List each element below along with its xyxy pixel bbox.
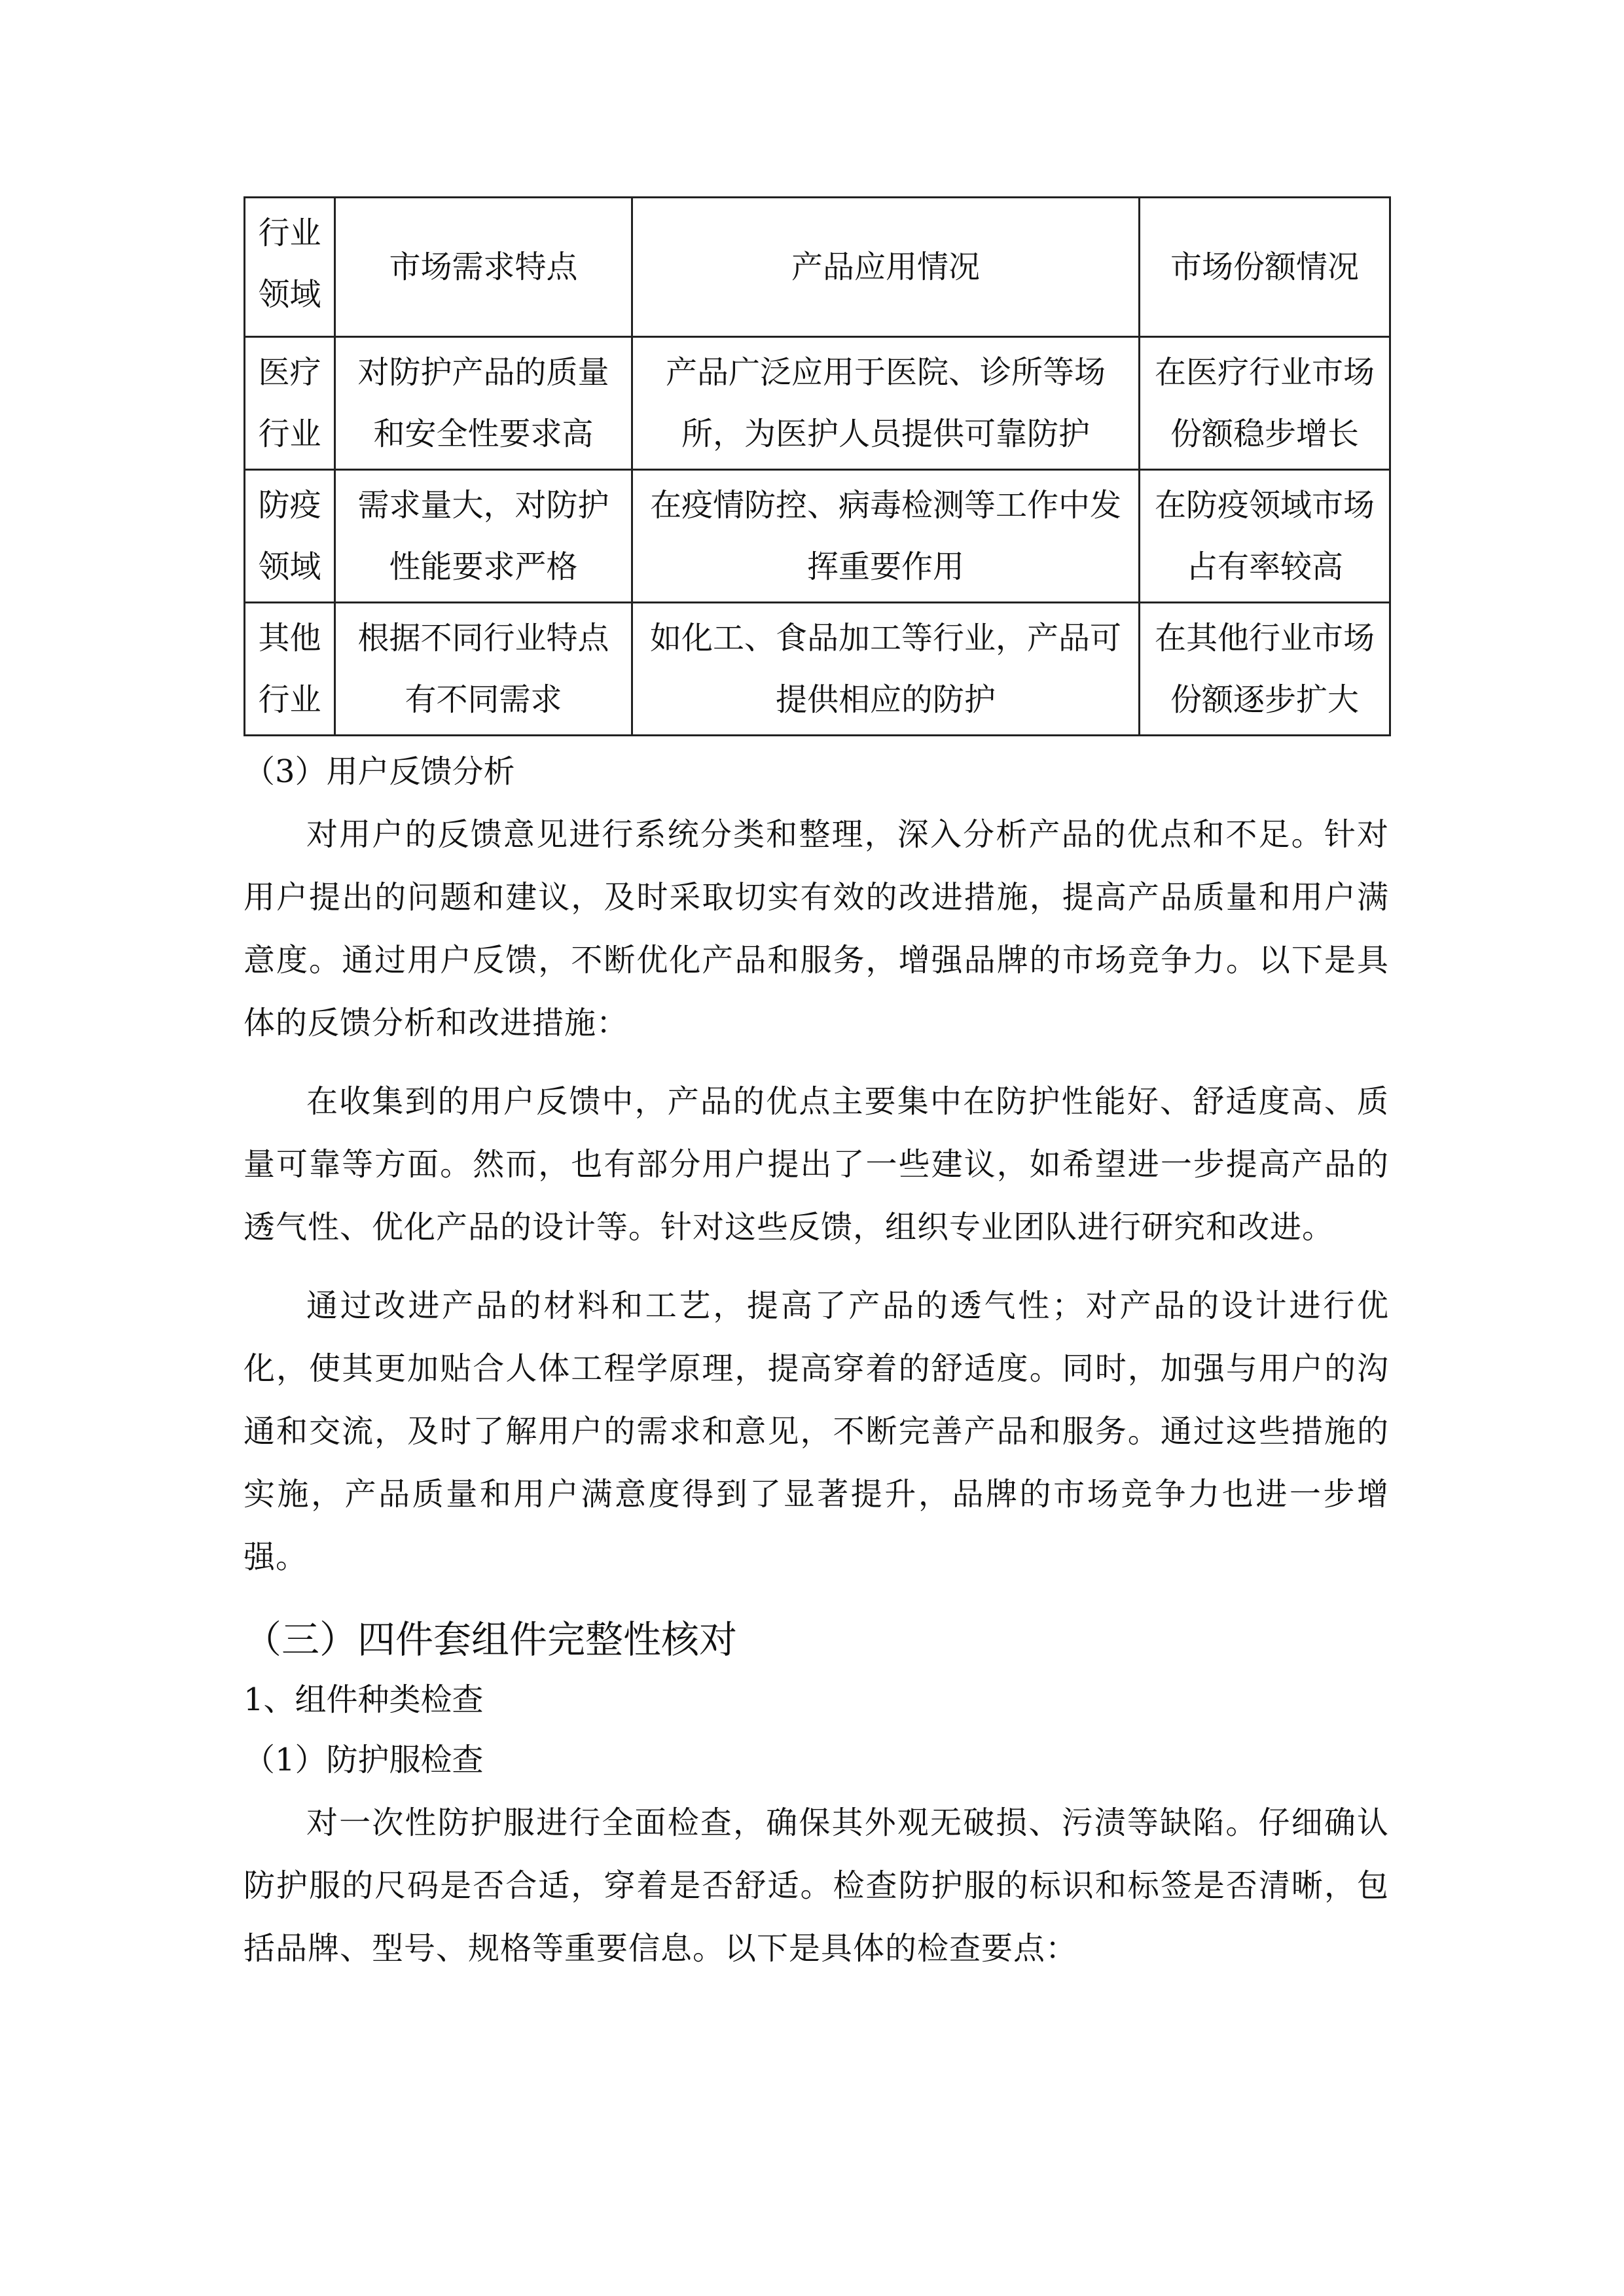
check-subheading: 1、组件种类检查 [244, 1681, 484, 1718]
market-table [244, 196, 1391, 736]
table-cell: 需求量大，对防护性能要求严格 [335, 470, 632, 603]
table-header-cell: 产品应用情况 [632, 198, 1140, 337]
document-page [244, 196, 1389, 1980]
check-section-heading: （三）四件套组件完整性核对 [244, 1617, 738, 1662]
feedback-paragraph-3: 通过改进产品的材料和工艺，提高了产品的透气性；对产品的设计进行优化，使其更加贴合人体工程学原理，提高穿着的舒适度。同时，加强与用户的沟通和交流，及时了解用户的需求和意见，不断完善产品和服务。通过这些措施的实施，产品质量和用户满意度得到了显著提升，品牌的市场竞争力也进一步增强。 [244, 1287, 1389, 1575]
table-cell: 在其他行业市场份额逐步扩大 [1140, 603, 1390, 736]
check-paragraph: 对一次性防护服进行全面检查，确保其外观无破损、污渍等缺陷。仔细确认防护服的尺码是否合适，穿着是否舒适。检查防护服的标识和标签是否清晰，包括品牌、型号、规格等重要信息。以下是具体的检查要点： [244, 1804, 1389, 1967]
table-row [245, 603, 1390, 736]
table-cell: 根据不同行业特点有不同需求 [335, 603, 632, 736]
feedback-section-title: （3）用户反馈分析 [244, 753, 515, 790]
table-header-cell: 行业领域 [245, 198, 335, 337]
table-cell: 在防疫领域市场占有率较高 [1140, 470, 1390, 603]
table-cell: 在疫情防控、病毒检测等工作中发挥重要作用 [632, 470, 1140, 603]
table-cell: 如化工、食品加工等行业，产品可提供相应的防护 [632, 603, 1140, 736]
table-row [245, 470, 1390, 603]
table-cell: 对防护产品的质量和安全性要求高 [335, 337, 632, 470]
table-header-row [245, 198, 1390, 337]
table-header-cell: 市场需求特点 [335, 198, 632, 337]
table-row [245, 337, 1390, 470]
table-cell: 产品广泛应用于医院、诊所等场所，为医护人员提供可靠防护 [632, 337, 1140, 470]
table-cell: 防疫领域 [245, 470, 335, 603]
table-cell: 医疗行业 [245, 337, 335, 470]
table-cell: 在医疗行业市场份额稳步增长 [1140, 337, 1390, 470]
feedback-paragraph-2: 在收集到的用户反馈中，产品的优点主要集中在防护性能好、舒适度高、质量可靠等方面。然而，也有部分用户提出了一些建议，如希望进一步提高产品的透气性、优化产品的设计等。针对这些反馈，组织专业团队进行研究和改进。 [244, 1083, 1389, 1246]
feedback-paragraph-1: 对用户的反馈意见进行系统分类和整理，深入分析产品的优点和不足。针对用户提出的问题和建议，及时采取切实有效的改进措施，提高产品质量和用户满意度。通过用户反馈，不断优化产品和服务，增强品牌的市场竞争力。以下是具体的反馈分析和改进措施： [244, 816, 1389, 1041]
table-header-cell: 市场份额情况 [1140, 198, 1390, 337]
check-item-title: （1）防护服检查 [244, 1742, 484, 1778]
table-cell: 其他行业 [245, 603, 335, 736]
